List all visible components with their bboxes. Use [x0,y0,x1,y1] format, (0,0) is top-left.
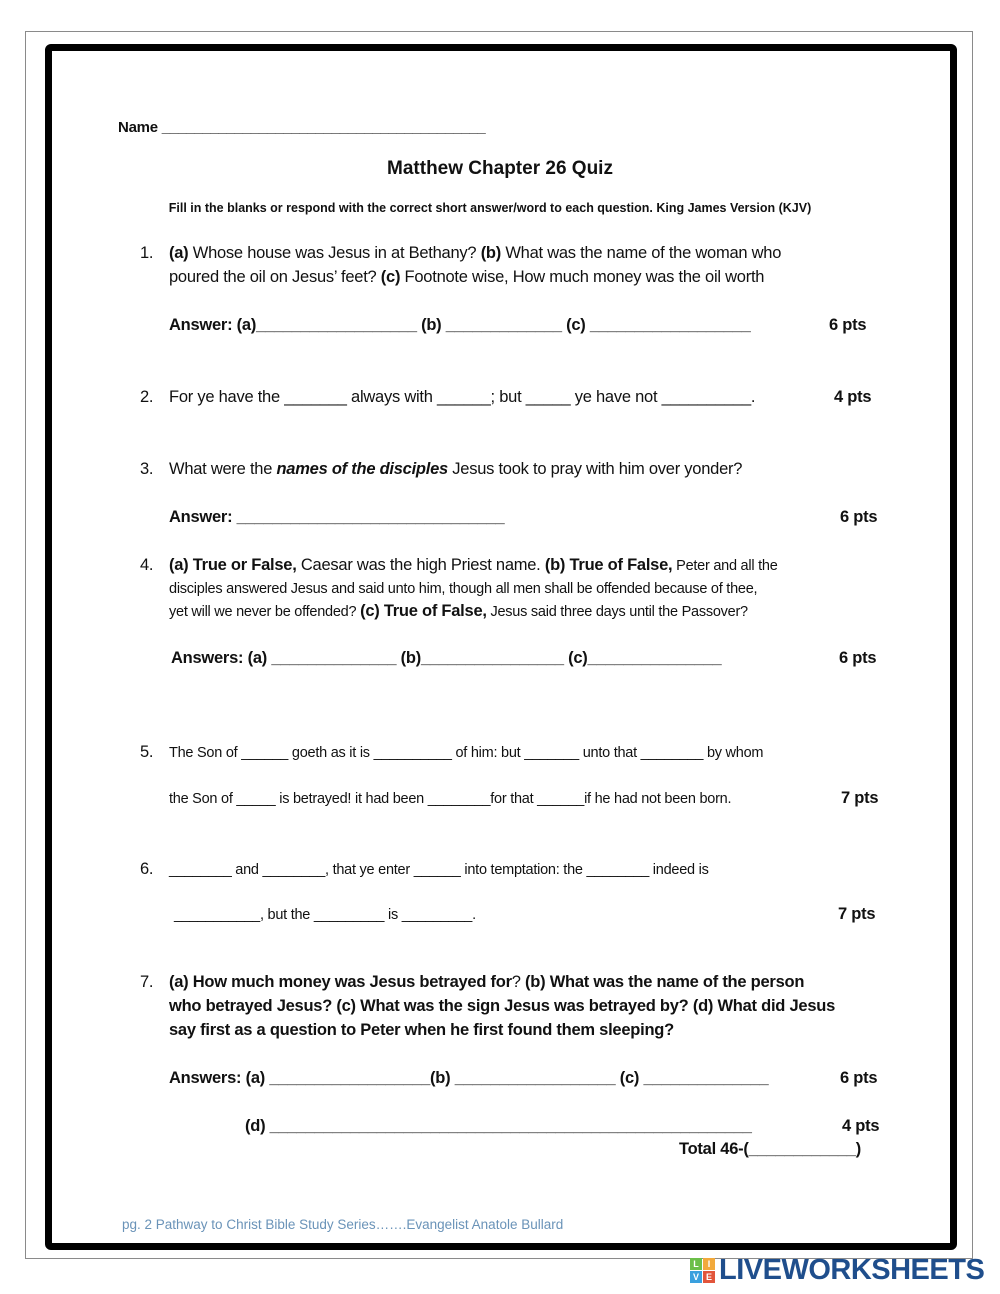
points-label: 6 pts [840,1069,878,1087]
question-text: ? [511,973,521,991]
liveworksheets-logo [690,1254,984,1287]
question-text: poured the oil on Jesus’ feet? [169,268,381,286]
answer-blank-text[interactable]: Answer: ______________________________ [169,508,505,526]
answer-blank-text[interactable]: ___________, but the _________ is _________. [174,907,476,923]
question-line [169,316,751,335]
question-text: names of the disciples [276,460,448,478]
question-number: 2. [140,388,154,406]
answer-blank-text[interactable]: Answers: (a) __________________(b) __________________ (c) ______________ [169,1069,769,1087]
question-number: 3. [140,460,154,478]
question-line [169,508,504,527]
question-text: (a) [169,244,189,262]
answer-blank-text[interactable]: Answer: (a)__________________ (b) _____________ (c) __________________ [169,316,751,334]
question-number: 5. [140,743,154,761]
question-text: Footnote wise, How much money was the oil worth [400,268,765,286]
question-text: (a) How much money was Jesus betrayed for [169,973,512,991]
points-label: 4 pts [834,388,872,406]
question-line [169,1021,674,1040]
question-text: (c) [380,268,401,286]
question-line [679,1140,861,1159]
question-number: 6. [140,860,154,878]
question-text: (b) What was the name of the person [520,973,805,991]
question-line [169,743,763,762]
question-line [169,268,764,287]
question-line [169,860,709,879]
logo-text: LIVEWORKSHEETS [719,1254,985,1286]
page-footer: pg. 2 Pathway to Christ Bible Study Series…….Evangelist Anatole Bullard [122,1217,564,1232]
question-number: 4. [140,556,154,574]
question-line [169,244,781,263]
points-label: 4 pts [842,1117,880,1135]
question-line [169,973,804,992]
question-text: Jesus took to pray with him over yonder? [447,460,743,478]
question-text: What was the name of the woman who [501,244,782,262]
logo-letter: L [690,1258,702,1270]
question-text: say first as a question to Peter when he first found them sleeping? [169,1021,674,1039]
answer-blank-text[interactable]: (d) ______________________________________________________ [245,1117,752,1135]
answer-blank-text[interactable]: the Son of _____ is betrayed! it had been ________for that ______if he had not been born. [169,791,732,807]
question-text: yet will we never be offended? [169,604,361,620]
answer-blank-text[interactable]: For ye have the _______ always with ______; but _____ ye have not __________. [169,388,756,406]
points-label: 7 pts [841,789,879,807]
question-line [169,556,778,575]
question-line [169,1069,768,1088]
question-text: Jesus said three days until the Passover? [486,604,748,620]
name-label: Name [118,119,158,136]
question-line [245,1117,752,1136]
answer-blank-text[interactable]: Total 46-(____________) [679,1140,861,1158]
answer-blank-text[interactable]: Answers: (a) ______________ (b)________________ (c)_______________ [171,649,722,667]
points-label: 6 pts [839,649,877,667]
logo-letter: V [690,1271,702,1283]
question-line [169,789,731,808]
question-text: Caesar was the high Priest name. [296,556,545,574]
logo-letter: E [703,1271,715,1283]
question-text: disciples answered Jesus and said unto him, though all men shall be offended because of thee, [169,581,758,597]
question-line [169,579,757,598]
question-line [169,460,742,479]
points-label: 7 pts [838,905,876,923]
instructions: Fill in the blanks or respond with the correct short answer/word to each question. King James Version (KJV) [168,201,812,215]
question-text: (b) True of False, [544,556,673,574]
question-text: What were the [169,460,277,478]
question-line [169,602,748,621]
points-label: 6 pts [840,508,878,526]
logo-letter: I [703,1258,715,1270]
question-text: (c) True of False, [360,602,487,620]
answer-blank-text[interactable]: ________ and ________, that ye enter ______ into temptation: the ________ indeed is [169,862,709,878]
question-text: Peter and all the [672,558,778,574]
points-label: 6 pts [829,316,867,334]
question-text: who betrayed Jesus? (c) What was the sign Jesus was betrayed by? (d) What did Jesus [169,997,835,1015]
question-number: 7. [140,973,154,991]
question-text: (a) True or False, [169,556,297,574]
question-line [169,388,755,407]
question-line [171,649,721,668]
answer-blank-text[interactable]: The Son of ______ goeth as it is __________ of him: but _______ unto that ________ by whom [169,745,764,761]
question-text: (b) [480,244,502,262]
question-line [174,905,476,924]
question-number: 1. [140,244,154,262]
question-text: Whose house was Jesus in at Bethany? [188,244,481,262]
name-blank[interactable]: ________________________________________ [161,119,486,136]
logo-grid-icon [690,1258,715,1283]
name-field[interactable] [118,119,485,136]
quiz-title: Matthew Chapter 26 Quiz [387,158,613,179]
question-line [169,997,835,1016]
